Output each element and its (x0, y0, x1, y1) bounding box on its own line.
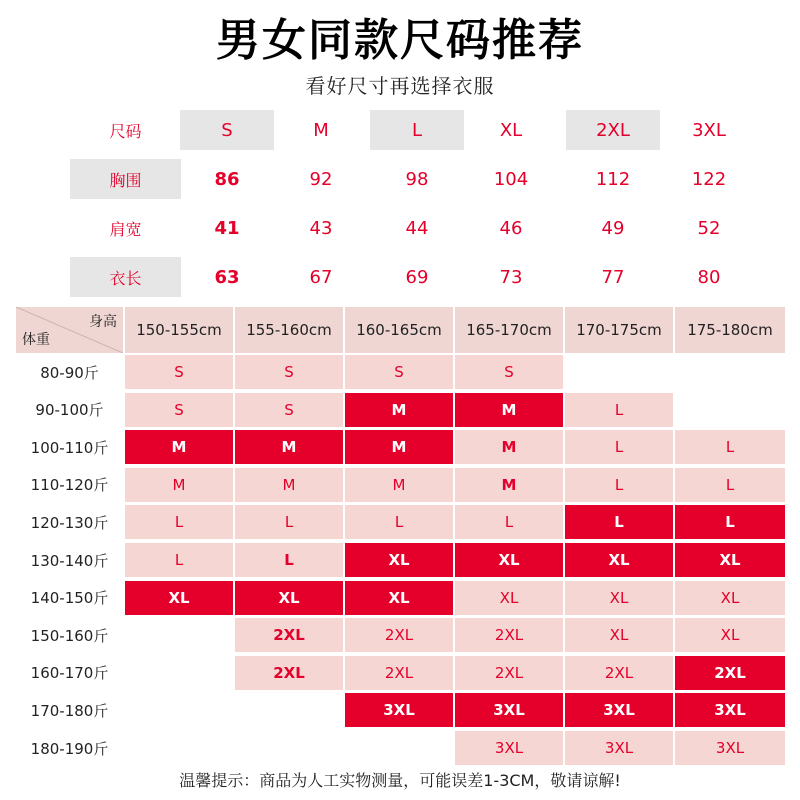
height-axis-label: 身高 (89, 314, 117, 330)
size-recommendation-cell: 2XL (345, 656, 453, 690)
size-recommendation-cell: XL (675, 543, 785, 577)
spec-row (70, 159, 770, 199)
size-recommendation-cell (125, 693, 233, 727)
size-header-cell: L (370, 110, 464, 150)
weight-row-label: 130-140斤 (30, 551, 109, 570)
size-recommendation-cell: 2XL (345, 618, 453, 652)
weight-row-label: 170-180斤 (30, 701, 109, 720)
size-recommendation-cell: XL (345, 581, 453, 615)
size-recommendation-cell: 2XL (675, 656, 785, 690)
size-header-cell: S (180, 110, 274, 150)
size-recommendation-cell: S (345, 355, 453, 389)
weight-row-label: 160-170斤 (30, 664, 109, 683)
height-header-cell: 170-175cm (565, 307, 673, 353)
weight-row-label: 110-120斤 (30, 476, 109, 495)
size-recommendation-cell: M (345, 468, 453, 502)
size-recommendation-cell: XL (565, 618, 673, 652)
height-header-cell: 150-155cm (125, 307, 233, 353)
size-recommendation-cell: L (565, 393, 673, 427)
spec-value-cell: 67 (309, 266, 333, 288)
spec-value-cell: 41 (214, 217, 240, 239)
spec-row-label: 尺码 (109, 121, 142, 141)
footer-note: 温馨提示：商品为人工实物测量，可能误差1-3CM，敬请谅解! (179, 771, 621, 790)
size-recommendation-cell: 3XL (455, 731, 563, 765)
spec-value-cell: 46 (499, 217, 523, 239)
spec-row (70, 110, 770, 150)
size-recommendation-cell: 2XL (235, 656, 343, 690)
size-recommendation-cell: 2XL (565, 656, 673, 690)
size-recommendation-cell: 3XL (565, 693, 673, 727)
size-recommendation-cell (235, 731, 343, 765)
size-recommendation-cell: S (125, 355, 233, 389)
size-recommendation-cell: XL (675, 581, 785, 615)
weight-row-label: 80-90斤 (40, 363, 99, 382)
page-subtitle: 看好尺寸再选择衣服 (305, 74, 495, 98)
spec-value-cell: 98 (405, 168, 429, 190)
size-recommendation-cell: L (345, 505, 453, 539)
page-title: 男女同款尺码推荐 (216, 15, 584, 66)
size-recommendation-cell: L (235, 543, 343, 577)
size-recommendation-cell: XL (455, 581, 563, 615)
size-recommendation-cell: 3XL (345, 693, 453, 727)
spec-value-cell: 69 (405, 266, 429, 288)
height-header-cell: 155-160cm (235, 307, 343, 353)
weight-row-label: 90-100斤 (35, 401, 104, 420)
size-recommendation-cell (125, 618, 233, 652)
spec-value-cell: 63 (214, 266, 240, 288)
size-recommendation-cell: L (455, 505, 563, 539)
size-recommendation-cell: L (125, 505, 233, 539)
size-recommendation-cell: 3XL (565, 731, 673, 765)
size-recommendation-cell (235, 693, 343, 727)
spec-value-cell: 92 (309, 168, 333, 190)
weight-axis-label: 体重 (22, 332, 50, 348)
spec-value-cell: 112 (595, 168, 631, 190)
spec-value-cell: 77 (601, 266, 625, 288)
size-recommendation-cell: M (235, 468, 343, 502)
size-header-cell: XL (499, 119, 523, 141)
spec-value-cell: 80 (697, 266, 721, 288)
height-header-cell: 175-180cm (675, 307, 785, 353)
size-recommendation-cell: M (455, 430, 563, 464)
size-recommendation-cell: XL (235, 581, 343, 615)
size-recommendation-cell: M (235, 430, 343, 464)
spec-value-cell: 86 (214, 168, 240, 190)
weight-row-label: 140-150斤 (30, 589, 109, 608)
size-recommendation-cell: L (565, 468, 673, 502)
spec-value-cell: 73 (499, 266, 523, 288)
size-recommendation-cell (125, 656, 233, 690)
height-header-cell: 160-165cm (345, 307, 453, 353)
size-recommendation-cell: L (675, 430, 785, 464)
size-recommendation-cell: XL (345, 543, 453, 577)
spec-row (70, 208, 770, 248)
spec-row (70, 257, 770, 297)
size-header-cell: 3XL (692, 119, 726, 141)
size-recommendation-cell: S (235, 393, 343, 427)
size-recommendation-cell: XL (675, 618, 785, 652)
size-recommendation-cell: L (125, 543, 233, 577)
height-header-cell: 165-170cm (455, 307, 563, 353)
weight-row-label: 180-190斤 (30, 739, 109, 758)
size-header-cell: M (313, 119, 329, 141)
size-recommendation-cell (565, 355, 673, 389)
size-recommendation-cell: S (235, 355, 343, 389)
size-recommendation-cell: M (125, 468, 233, 502)
size-recommendation-cell (345, 731, 453, 765)
size-recommendation-cell: XL (455, 543, 563, 577)
size-recommendation-cell: 2XL (455, 656, 563, 690)
size-recommendation-cell (675, 355, 785, 389)
size-recommendation-cell: L (565, 430, 673, 464)
size-recommendation-cell: L (675, 468, 785, 502)
size-recommendation-cell: XL (565, 543, 673, 577)
size-recommendation-cell: S (455, 355, 563, 389)
size-recommendation-cell: XL (565, 581, 673, 615)
size-recommendation-cell: M (345, 393, 453, 427)
spec-value-cell: 43 (309, 217, 333, 239)
size-recommendation-cell: M (455, 393, 563, 427)
size-recommendation-cell: 3XL (455, 693, 563, 727)
size-recommendation-cell: L (675, 505, 785, 539)
spec-value-cell: 122 (691, 168, 727, 190)
size-recommendation-cell: L (235, 505, 343, 539)
size-recommendation-cell: M (125, 430, 233, 464)
weight-row-label: 100-110斤 (30, 438, 109, 457)
spec-value-cell: 104 (493, 168, 529, 190)
size-recommendation-cell: 2XL (455, 618, 563, 652)
spec-row-label: 肩宽 (109, 219, 142, 239)
size-recommendation-cell (125, 731, 233, 765)
spec-row-label: 衣长 (70, 257, 181, 297)
size-recommendation-cell (675, 393, 785, 427)
spec-value-cell: 49 (601, 217, 625, 239)
size-header-cell: 2XL (566, 110, 660, 150)
size-recommendation-cell: 3XL (675, 731, 785, 765)
size-recommendation-cell: 3XL (675, 693, 785, 727)
size-recommendation-cell: S (125, 393, 233, 427)
size-recommendation-cell: 2XL (235, 618, 343, 652)
spec-row-label: 胸围 (70, 159, 181, 199)
spec-value-cell: 52 (697, 217, 721, 239)
size-recommendation-cell: L (565, 505, 673, 539)
weight-row-label: 150-160斤 (30, 626, 109, 645)
size-recommendation-cell: XL (125, 581, 233, 615)
grid-corner (16, 307, 123, 353)
size-recommendation-cell: M (455, 468, 563, 502)
size-recommendation-cell: M (345, 430, 453, 464)
spec-value-cell: 44 (405, 217, 429, 239)
weight-row-label: 120-130斤 (30, 513, 109, 532)
